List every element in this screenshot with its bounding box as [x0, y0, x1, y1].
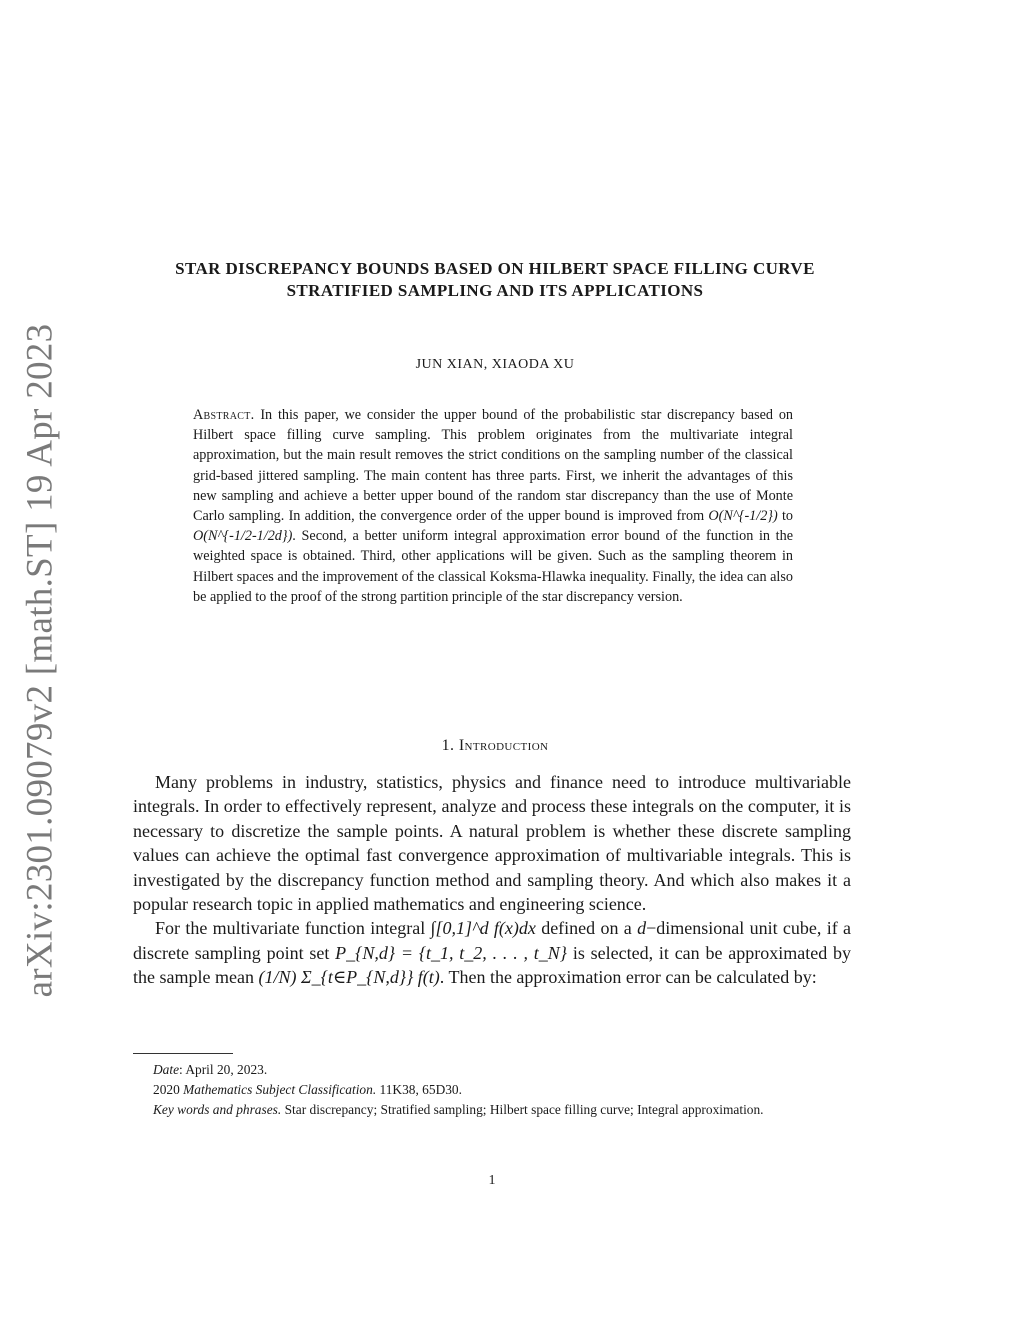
p2-math-integral: ∫[0,1]^d f(x)dx [430, 918, 536, 939]
kw-value: Star discrepancy; Stratified sampling; Hilbert space filling curve; Integral approximation. [284, 1102, 764, 1117]
section-title: Introduction [458, 737, 549, 754]
p2-math-d: d [637, 918, 647, 939]
paper-title: STAR DISCREPANCY BOUNDS BASED ON HILBERT SPACE FILLING CURVE STRATIFIED SAMPLING AND ITS APPLICATIONS [175, 259, 815, 300]
p2-text-b: defined on a [541, 918, 632, 939]
p2-math-pointset: P_{N,d} = {t_1, t_2, . . . , t_N} [335, 942, 568, 963]
msc-prefix: 2020 [153, 1082, 180, 1097]
footnote-date [133, 1060, 851, 1080]
msc-label: Mathematics Subject Classification. [183, 1082, 377, 1097]
footnote-keywords [133, 1100, 851, 1120]
abstract-text-3: . Second, a better uniform integral approximation error bound of the function in the weighted space is obtained. Third, other applications will be given. Such as the sampling theorem in Hilbert spaces and the improvement of the classical Koksma-Hlawka inequality. Finally, the idea can also be applied to the proof of the strong partition principle of the star discrepancy version. [193, 528, 793, 605]
body-text [133, 770, 851, 990]
p2-text-a: For the multivariate function integral [155, 918, 426, 939]
p2-math-mean: (1/N) Σ_{t∈P_{N,d}} f(t) [258, 967, 440, 988]
page-number: 1 [488, 1173, 496, 1188]
paragraph-1: Many problems in industry, statistics, physics and finance need to introduce multivariable integrals. In order to effectively represent, analyze and process these integrals on the computer, it is necessary to discretize the sample points. A natural problem is whether these discrete sampling values can achieve the optimal fast convergence approximation of multivariable integrals. This is investigated by the discrepancy function method and sampling theory. And which also makes it a popular research topic in applied mathematics and engineering science. [133, 772, 851, 915]
arxiv-stamp-text: arXiv:2301.09079v2 [math.ST] 19 Apr 2023 [19, 323, 61, 997]
abstract-text-1: In this paper, we consider the upper bound of the probabilistic star discrepancy based on Hilbert space filling curve sampling. This problem originates from the multivariate integral approximation, but the main result removes the strict conditions on the sampling number of the classical grid-based jittered sampling. The main content has three parts. First, we inherit the advantages of this new sampling and achieve a better upper bound of the random star discrepancy than the use of Monte Carlo sampling. In addition, the convergence order of the upper bound is improved from [193, 407, 794, 525]
footnote-msc [133, 1080, 851, 1100]
msc-value: 11K38, 65D30. [379, 1082, 462, 1097]
abstract [193, 405, 793, 607]
paragraph-2 [133, 916, 851, 989]
abstract-label: Abstract. [193, 407, 255, 423]
abstract-text-2: to [781, 508, 794, 525]
date-value: : April 20, 2023. [179, 1062, 268, 1077]
section-number: 1. [441, 737, 455, 754]
date-label: Date [153, 1062, 180, 1077]
arxiv-stamp [14, 323, 66, 997]
paper-authors: JUN XIAN, XIAODA XU [415, 357, 575, 372]
kw-label: Key words and phrases. [153, 1102, 282, 1117]
p2-text-d: is selected, it can be approximated by the sample mean [133, 942, 852, 988]
section-heading [150, 737, 840, 755]
abstract-math-2: O(N^{-1/2-1/2d}) [193, 528, 293, 545]
footnote-rule [133, 1053, 233, 1054]
p2-text-e: . Then the approximation error can be calculated by: [439, 967, 817, 988]
footnotes [133, 1060, 851, 1120]
abstract-math-1: O(N^{-1/2}) [708, 508, 778, 525]
p2-text-c: −dimensional unit cube, if a discrete sampling point set [133, 918, 852, 963]
